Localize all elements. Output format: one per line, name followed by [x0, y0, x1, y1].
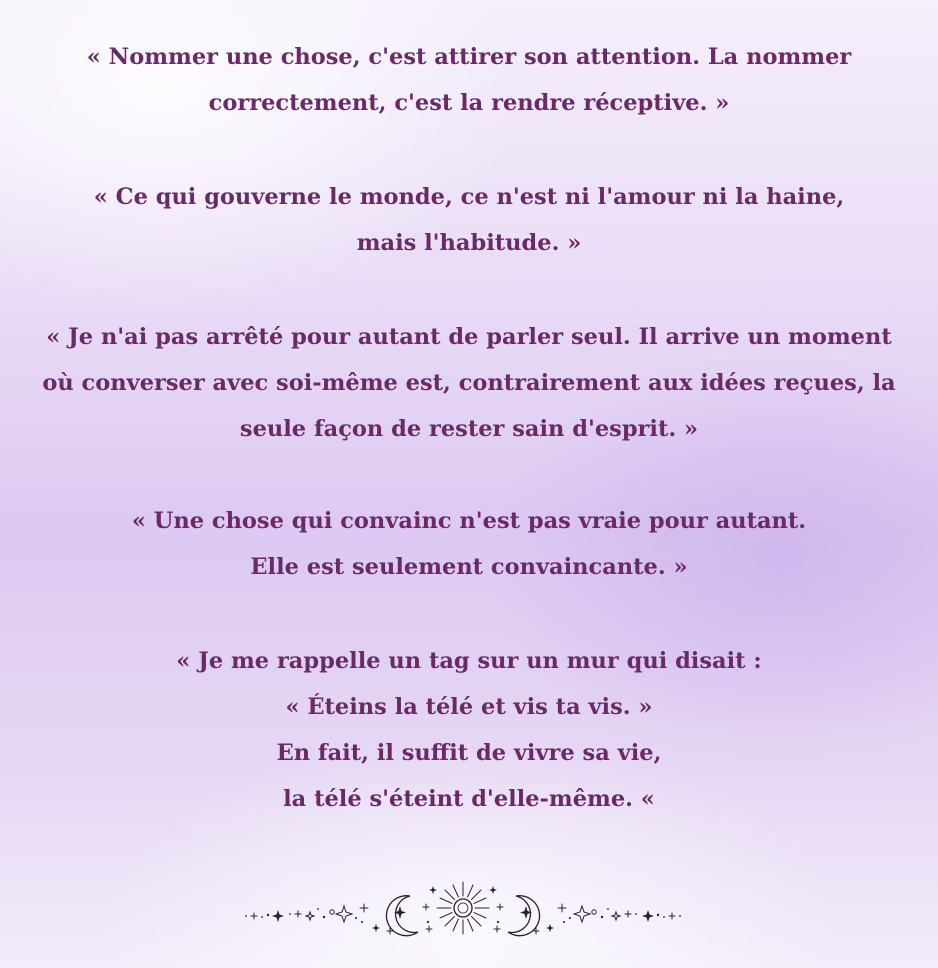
quote-line: « Éteins la télé et vis ta vis. »: [285, 694, 653, 720]
quote-1: [0, 34, 938, 126]
celestial-ornament: [240, 876, 686, 946]
sun-icon: [426, 882, 500, 934]
quote-line: mais l'habitude. »: [356, 230, 582, 256]
quote-3: [0, 314, 938, 452]
crescent-moon-icon: [386, 896, 429, 936]
quote-2: [0, 174, 938, 266]
star-icon: [546, 904, 681, 932]
quote-5: [0, 638, 938, 822]
quote-line: « Je n'ai pas arrêté pour autant de parler seul. Il arrive un moment: [46, 324, 892, 350]
quotes-container: [0, 34, 938, 870]
quote-line: Elle est seulement convaincante. »: [250, 554, 688, 580]
quote-line: « Ce qui gouverne le monde, ce n'est ni l'amour ni la haine,: [93, 184, 845, 210]
quote-line: correctement, c'est la rendre réceptive. »: [208, 90, 730, 116]
quote-line: « Je me rappelle un tag sur un mur qui disait :: [176, 648, 762, 674]
quote-4: [0, 498, 938, 590]
quote-line: « Nommer une chose, c'est attirer son attention. La nommer: [86, 44, 852, 70]
quote-line: la télé s'éteint d'elle-même. «: [283, 786, 655, 812]
quote-line: « Une chose qui convainc n'est pas vraie pour autant.: [131, 508, 807, 534]
quote-line: où converser avec soi-même est, contrairement aux idées reçues, la: [42, 370, 896, 396]
quote-line: En fait, il suffit de vivre sa vie,: [276, 740, 662, 766]
sparkle-icon: [245, 904, 380, 932]
quote-line: seule façon de rester sain d'esprit. »: [239, 416, 699, 442]
crescent-moon-icon: [497, 896, 540, 936]
